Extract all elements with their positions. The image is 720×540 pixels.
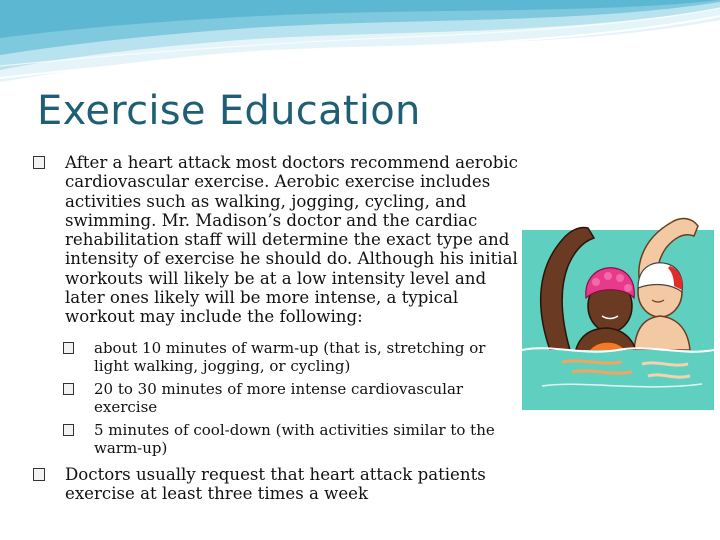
sub-bullet-text: 5 minutes of cool-down (with activities similar to the warm-up) (94, 420, 495, 458)
sub-bullet-text: about 10 minutes of warm-up (that is, stretching or light walking, jogging, or cycling) (94, 338, 486, 376)
bullet-item (32, 153, 522, 327)
bullet-marker-icon (63, 342, 74, 354)
swimmers-clipart-icon (522, 200, 714, 410)
bullet-marker-icon (33, 156, 45, 169)
bullet-marker-icon (63, 383, 74, 395)
header-wave-decoration (0, 0, 720, 90)
sub-bullet-item (32, 421, 522, 458)
bullet-marker-icon (63, 424, 74, 436)
bullet-marker-icon (33, 468, 45, 481)
bullet-list (32, 153, 522, 503)
bullet-text: Doctors usually request that heart attack patients exercise at least three times a week (65, 464, 486, 503)
slide-title: Exercise Education (37, 88, 421, 134)
sub-bullet-text: 20 to 30 minutes of more intense cardiovascular exercise (94, 379, 464, 417)
sub-bullet-item (32, 339, 522, 376)
bullet-item (32, 465, 522, 504)
sub-bullet-item (32, 380, 522, 417)
bullet-text: After a heart attack most doctors recommend aerobic cardiovascular exercise. Aerobic exercise includes activities such as walking, jogging, cycling, and swimming. Mr. Madison’s doctor and the cardiac rehabilitation staff will determine the exact type and intensity of exercise he should do. Although his initial workouts will likely be at a low intensity level and later ones likely will be more intense, a typical workout may include the following: (65, 153, 518, 327)
